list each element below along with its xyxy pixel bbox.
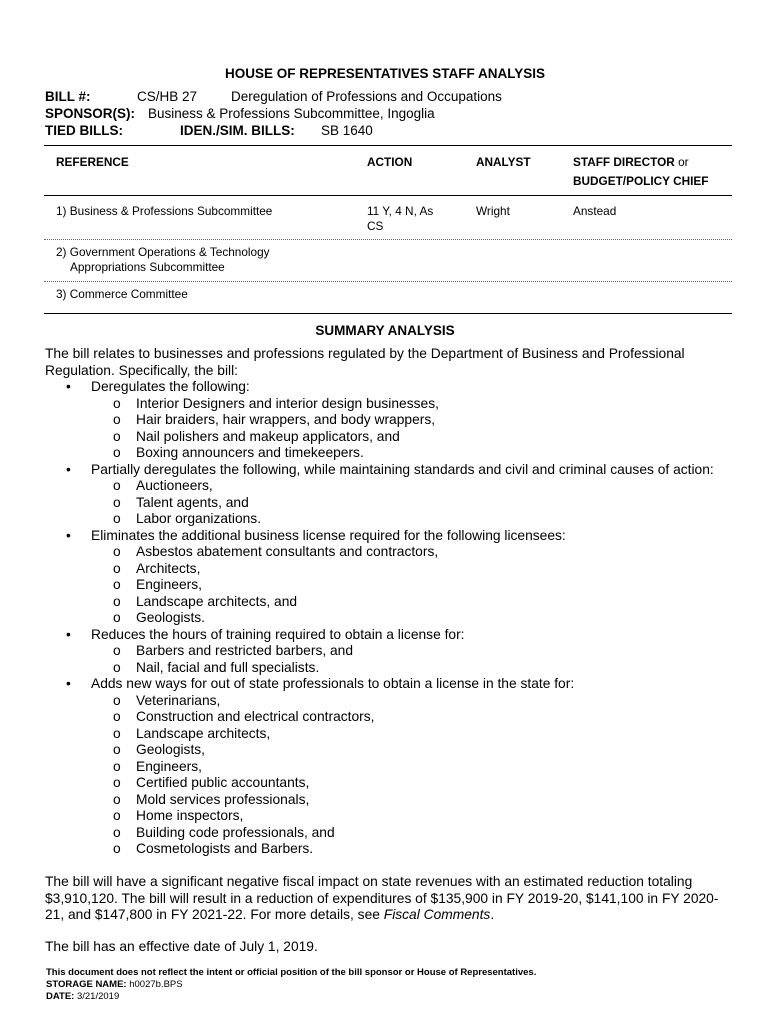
circle-bullet-icon: o: [113, 593, 121, 609]
sub-bullet: [91, 726, 735, 743]
sub-bullet-text: Interior Designers and interior design businesses,: [136, 395, 439, 411]
circle-bullet-icon: o: [113, 610, 121, 625]
circle-bullet-icon: o: [113, 478, 121, 493]
sub-bullet-text: Boxing announcers and timekeepers.: [136, 445, 364, 460]
row2-reference-line1: 2) Government Operations & Technology: [56, 245, 270, 259]
summary-bullet-text: Reduces the hours of training required to obtain a license for:: [91, 626, 465, 642]
sponsor-label: SPONSOR(S):: [45, 106, 136, 121]
sub-bullet: [91, 544, 735, 561]
fiscal-text-end: .: [490, 907, 495, 922]
sub-bullet-text: Building code professionals, and: [136, 824, 335, 840]
footer-storage: [46, 979, 183, 991]
summary-intro: The bill relates to businesses and professions regulated by the Department of Business and Professional Regulation. Specifically, the bill:: [45, 346, 685, 378]
table-header-rule: [44, 195, 732, 196]
sub-bullet: [91, 396, 735, 413]
summary-bullet-text: Eliminates the additional business license required for the following licensees:: [91, 527, 566, 543]
sub-bullet: [91, 478, 735, 495]
summary-bullet: [45, 676, 735, 858]
summary-bullet: [45, 379, 735, 462]
sub-bullet: [91, 792, 735, 809]
circle-bullet-icon: o: [113, 775, 121, 790]
document-title: HOUSE OF REPRESENTATIVES STAFF ANALYSIS: [224, 66, 546, 81]
fiscal-comments-reference: Fiscal Comments: [383, 907, 491, 922]
sub-bullet: [91, 808, 735, 825]
bullet-icon: •: [66, 461, 71, 477]
date-value: 3/21/2019: [76, 991, 120, 1002]
row3-reference: 3) Commerce Committee: [56, 287, 188, 301]
row1-reference: 1) Business & Professions Subcommittee: [56, 204, 273, 218]
circle-bullet-icon: o: [113, 395, 121, 411]
sub-bullet: [91, 495, 735, 512]
row1-action-line1: 11 Y, 4 N, As: [367, 204, 434, 218]
storage-name-label: STORAGE NAME:: [46, 979, 127, 990]
summary-bullet: [45, 528, 735, 627]
sub-bullet-text: Veterinarians,: [136, 692, 221, 708]
bullet-icon: •: [66, 379, 71, 394]
summary-bullet-text: Adds new ways for out of state professionals to obtain a license in the state for:: [91, 676, 575, 691]
sub-bullet-text: Geologists.: [136, 610, 206, 625]
sub-bullet-text: Labor organizations.: [136, 511, 262, 526]
circle-bullet-icon: o: [113, 445, 121, 460]
circle-bullet-icon: o: [113, 511, 121, 526]
circle-bullet-icon: o: [113, 577, 121, 592]
col-header-analyst: ANALYST: [476, 155, 531, 169]
summary-bullet-text: Partially deregulates the following, while maintaining standards and civil and criminal causes of action:: [91, 461, 714, 477]
sub-bullet: [91, 561, 735, 578]
sub-bullet-list: [91, 544, 735, 627]
row1-action-line2: CS: [367, 219, 384, 233]
circle-bullet-icon: o: [113, 841, 121, 856]
sub-bullet-text: Auctioneers,: [136, 478, 213, 493]
sub-bullet: [91, 429, 735, 446]
summary-body: [45, 346, 735, 858]
circle-bullet-icon: o: [113, 659, 121, 675]
fiscal-text: [45, 874, 735, 924]
summary-bullet: [45, 627, 735, 677]
row-divider: [44, 239, 732, 240]
sub-bullet-list: [91, 478, 735, 528]
circle-bullet-icon: o: [113, 758, 121, 774]
row1-director: Anstead: [573, 204, 617, 218]
col-header-reference: REFERENCE: [56, 155, 129, 169]
circle-bullet-icon: o: [113, 692, 121, 708]
sub-bullet: [91, 511, 735, 528]
sub-bullet: [91, 577, 735, 594]
sub-bullet: [91, 841, 735, 858]
sub-bullet-text: Architects,: [136, 560, 201, 576]
circle-bullet-icon: o: [113, 742, 121, 757]
sub-bullet-text: Engineers,: [136, 577, 202, 592]
circle-bullet-icon: o: [113, 428, 121, 444]
summary-bullet: [45, 462, 735, 528]
sub-bullet-text: Geologists,: [136, 742, 206, 757]
effective-date-text: The bill has an effective date of July 1, 2019.: [45, 939, 318, 954]
sub-bullet-list: [91, 693, 735, 858]
sub-bullet: [91, 775, 735, 792]
sub-bullet-text: Home inspectors,: [136, 808, 244, 823]
fiscal-text-main: The bill will have a significant negative fiscal impact on state revenues with an estimated reduction totaling $3,910,120. The bill will result in a reduction of expenditures of $135,900 in FY 2019-20, $141,100 in FY 2020-21, and $147,800 in FY 2021-22. For more details, see: [45, 874, 719, 922]
sub-bullet: [91, 742, 735, 759]
sub-bullet: [91, 660, 735, 677]
row1-analyst: Wright: [476, 204, 510, 218]
sponsor-value: Business & Professions Subcommittee, Ingoglia: [148, 106, 435, 121]
bullet-icon: •: [66, 676, 71, 691]
sub-bullet: [91, 412, 735, 429]
date-label: DATE:: [46, 991, 75, 1002]
sub-bullet-text: Landscape architects,: [136, 725, 271, 741]
sub-bullet: [91, 594, 735, 611]
staff-director-label: STAFF DIRECTOR: [573, 155, 675, 169]
bullet-icon: •: [66, 626, 71, 642]
sub-bullet-text: Construction and electrical contractors,: [136, 709, 375, 724]
col-header-budget-chief: BUDGET/POLICY CHIEF: [573, 174, 709, 188]
sub-bullet: [91, 693, 735, 710]
sub-bullet-list: [91, 396, 735, 462]
circle-bullet-icon: o: [113, 643, 121, 658]
footer-date: [46, 991, 119, 1003]
storage-name-value: h0027b.BPS: [129, 979, 183, 990]
sub-bullet: [91, 445, 735, 462]
sub-bullet-text: Asbestos abatement consultants and contractors,: [136, 544, 439, 559]
summary-heading: SUMMARY ANALYSIS: [315, 323, 455, 338]
bill-title: Deregulation of Professions and Occupations: [231, 89, 502, 104]
summary-bullet-list: [45, 379, 735, 858]
fiscal-paragraph: [45, 874, 735, 924]
sub-bullet-list: [91, 643, 735, 676]
circle-bullet-icon: o: [113, 412, 121, 427]
circle-bullet-icon: o: [113, 709, 121, 724]
sub-bullet-text: Engineers,: [136, 758, 202, 774]
summary-bullet-text: Deregulates the following:: [91, 379, 250, 394]
circle-bullet-icon: o: [113, 544, 121, 559]
table-bottom-rule: [44, 313, 732, 314]
bill-number: CS/HB 27: [137, 89, 198, 104]
sub-bullet: [91, 759, 735, 776]
circle-bullet-icon: o: [113, 494, 121, 510]
sub-bullet: [91, 709, 735, 726]
sub-bullet: [91, 610, 735, 627]
circle-bullet-icon: o: [113, 560, 121, 576]
sub-bullet-text: Cosmetologists and Barbers.: [136, 841, 314, 856]
circle-bullet-icon: o: [113, 824, 121, 840]
circle-bullet-icon: o: [113, 808, 121, 823]
table-top-rule: [44, 145, 732, 146]
bill-label: BILL #:: [45, 89, 91, 104]
footer-disclaimer: This document does not reflect the intent or official position of the bill sponsor or House of Representatives.: [46, 967, 537, 978]
sub-bullet: [91, 825, 735, 842]
col-header-action: ACTION: [367, 155, 413, 169]
sub-bullet-text: Nail polishers and makeup applicators, and: [136, 428, 400, 444]
col-header-staff-director: [573, 155, 689, 169]
row2-reference-line2: Appropriations Subcommittee: [70, 260, 225, 274]
sub-bullet-text: Certified public accountants,: [136, 775, 310, 790]
effective-date-paragraph: [45, 939, 735, 956]
iden-sim-label: IDEN./SIM. BILLS:: [180, 123, 295, 138]
staff-director-or: or: [678, 155, 689, 169]
sub-bullet-text: Landscape architects, and: [136, 593, 298, 609]
sub-bullet-text: Hair braiders, hair wrappers, and body wrappers,: [136, 412, 436, 427]
row-divider: [44, 281, 732, 282]
sub-bullet-text: Talent agents, and: [136, 494, 249, 510]
sub-bullet-text: Mold services professionals,: [136, 791, 310, 807]
iden-sim-value: SB 1640: [321, 123, 373, 138]
sub-bullet-text: Nail, facial and full specialists.: [136, 659, 320, 675]
bullet-icon: •: [66, 527, 71, 543]
sub-bullet: [91, 643, 735, 660]
circle-bullet-icon: o: [113, 791, 121, 807]
tied-bills-label: TIED BILLS:: [45, 123, 123, 138]
sub-bullet-text: Barbers and restricted barbers, and: [136, 643, 354, 658]
circle-bullet-icon: o: [113, 725, 121, 741]
